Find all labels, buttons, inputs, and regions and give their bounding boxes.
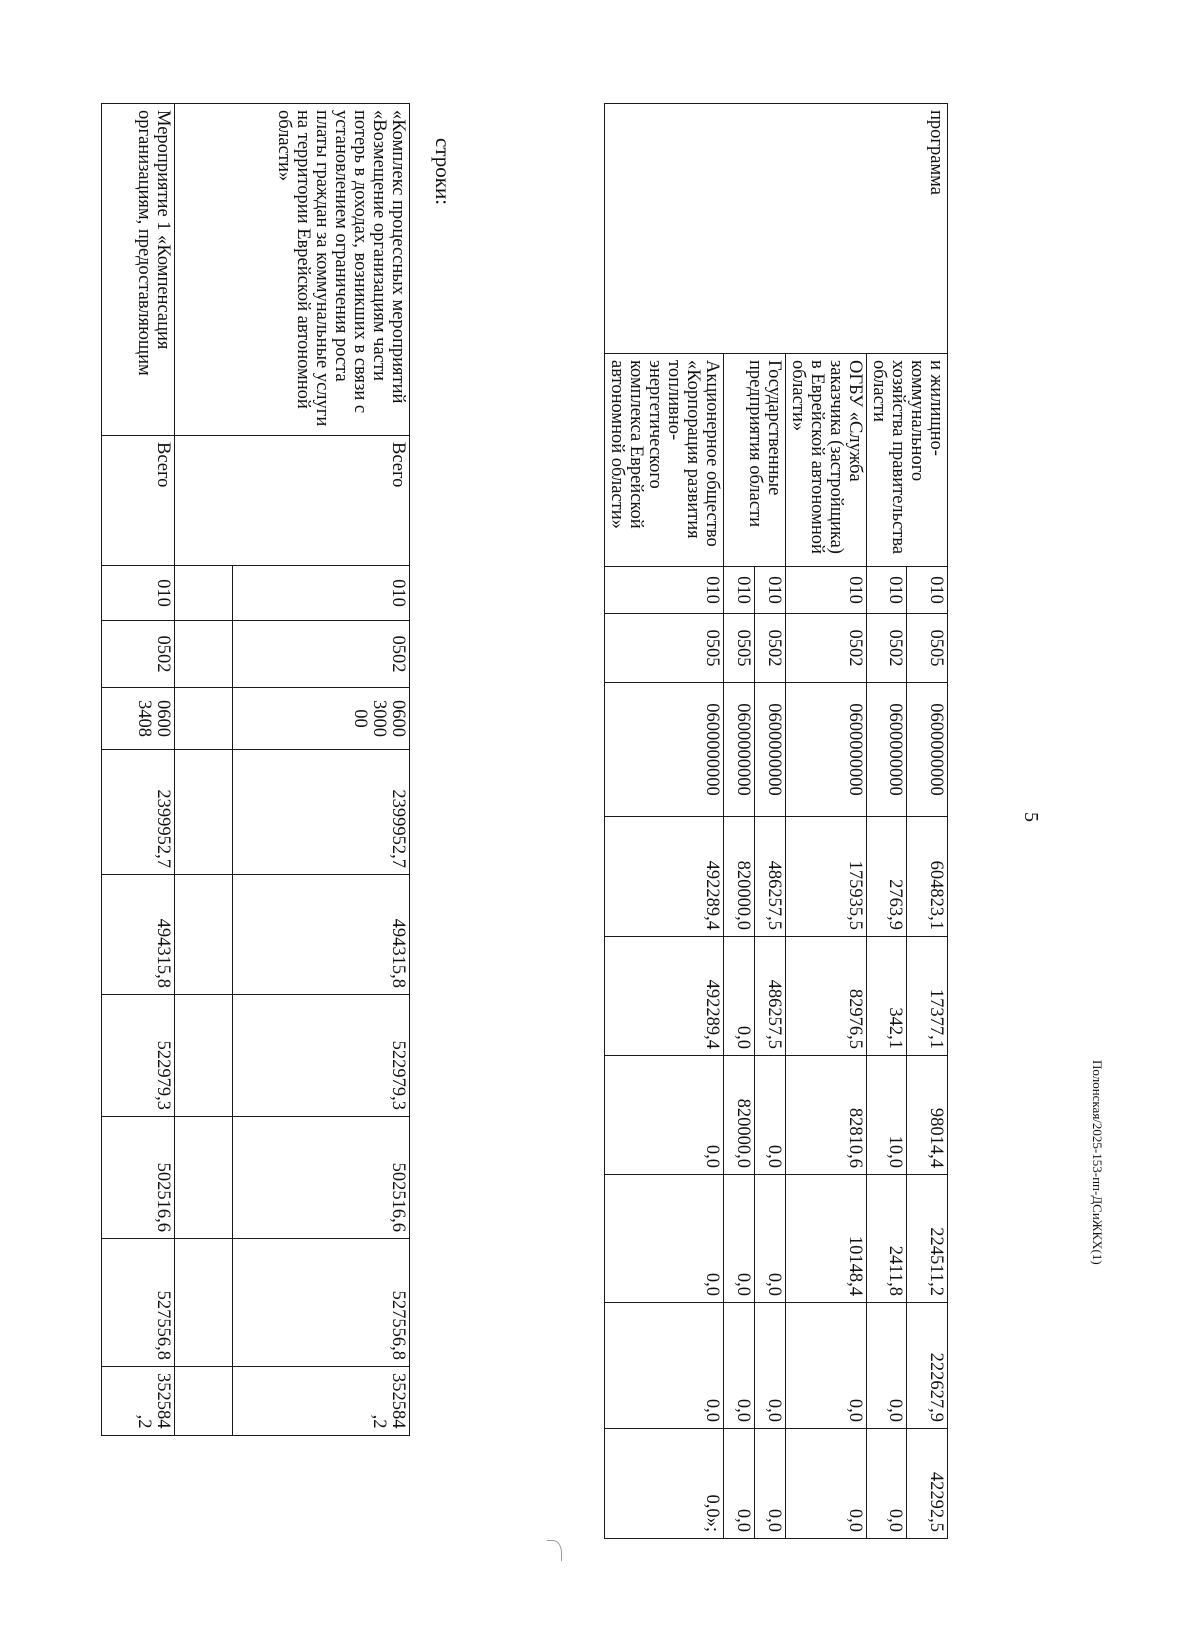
value-cell: 0,0 [724, 1175, 755, 1303]
footer-code: Полонская/2025-153-пп-ДСиЖКХ(1) [1090, 1060, 1105, 1265]
target-code-cell: 0600000000 [724, 683, 755, 817]
empty-cell [175, 1367, 233, 1436]
empty-cell [175, 750, 233, 875]
page-number: 5 [1020, 812, 1042, 822]
value-cell: 0,0 [605, 1303, 724, 1429]
value-cell: 0,0 [786, 1303, 867, 1429]
value-cell: 0,0 [755, 1175, 786, 1303]
value-cell: 82810,6 [786, 1056, 867, 1175]
value-cell: 342,1 [867, 937, 908, 1056]
executor-cell: Государственные предприятия области [724, 354, 786, 567]
target-code-cell: 0600000000 [907, 683, 948, 817]
value-cell: 502516,6 [102, 1117, 175, 1239]
target-code-cell: 0600 3408 [102, 688, 175, 750]
code-cell: 010 [907, 567, 948, 614]
value-cell: 0,0 [724, 937, 755, 1056]
code-cell: 010 [233, 566, 410, 621]
value-cell: 2763,9 [867, 817, 908, 937]
section-cell: 0502 [867, 614, 908, 683]
value-cell: 0,0 [605, 1175, 724, 1303]
code-cell: 010 [724, 567, 755, 614]
table-row [233, 104, 410, 1436]
value-cell: 527556,8 [102, 1239, 175, 1367]
budget-table-2 [101, 103, 410, 1436]
value-cell: 2411,8 [867, 1175, 908, 1303]
budget-table-1 [604, 103, 948, 1539]
empty-cell [175, 1117, 233, 1239]
value-cell: 0,0 [755, 1303, 786, 1429]
section-cell: 0502 [755, 614, 786, 683]
target-code-cell: 0600000000 [786, 683, 867, 817]
section-cell: 0502 [102, 621, 175, 688]
value-cell: 494315,8 [233, 875, 410, 995]
empty-cell [175, 621, 233, 688]
value-cell: 10148,4 [786, 1175, 867, 1303]
table-row [907, 104, 948, 1539]
value-cell: 0,0 [755, 1056, 786, 1175]
target-code-cell: 0600000000 [605, 683, 724, 817]
value-cell: 486257,5 [755, 817, 786, 937]
value-cell: 98014,4 [907, 1056, 948, 1175]
value-cell: 0,0 [786, 1429, 867, 1539]
value-cell: 0,0 [755, 1429, 786, 1539]
value-cell: 522979,3 [233, 995, 410, 1117]
value-cell: 0,0 [867, 1429, 908, 1539]
value-cell: 492289,4 [605, 937, 724, 1056]
section-cell: 0505 [724, 614, 755, 683]
value-cell: 82976,5 [786, 937, 867, 1056]
value-cell: 0,0 [724, 1303, 755, 1429]
empty-cell [175, 566, 233, 621]
value-cell: 42292,5 [907, 1429, 948, 1539]
value-cell: 502516,6 [233, 1117, 410, 1239]
empty-cell [175, 688, 233, 750]
code-cell: 010 [102, 566, 175, 621]
value-cell: 0,0 [724, 1429, 755, 1539]
section-cell: 0502 [786, 614, 867, 683]
value-cell: 820000,0 [724, 817, 755, 937]
program-cell: «Комплекс процессных мероприятий «Возмещение организациям части потерь в доходах, возникших в связи с установлением ограничения роста платы граждан за коммунальные услуги на территории Еврейской автономной области» [175, 104, 410, 436]
value-cell: 0,0 [605, 1056, 724, 1175]
section-cell: 0502 [233, 621, 410, 688]
empty-cell [175, 875, 233, 995]
code-cell: 010 [755, 567, 786, 614]
table-row [102, 104, 175, 1436]
empty-cell [175, 1239, 233, 1367]
value-cell: 0,0 [867, 1303, 908, 1429]
program-cell: Мероприятие 1 «Компенсация организациям, предоставляющим [102, 104, 175, 436]
section-cell: 0505 [907, 614, 948, 683]
value-cell: 492289,4 [605, 817, 724, 937]
executor-cell: ОГБУ «Служба заказчика (застройщика) в Еврейской автономной области» [786, 354, 867, 567]
target-code-cell: 0600000000 [867, 683, 908, 817]
value-cell: 352584 ,2 [233, 1367, 410, 1436]
value-cell: 820000,0 [724, 1056, 755, 1175]
value-cell: 352584 ,2 [102, 1367, 175, 1436]
code-cell: 010 [605, 567, 724, 614]
value-cell: 175935,5 [786, 817, 867, 937]
executor-cell: и жилищно-коммунального хозяйства правительства области [867, 354, 948, 567]
value-cell: 224511,2 [907, 1175, 948, 1303]
program-cell: программа [605, 104, 948, 354]
value-cell: 222627,9 [907, 1303, 948, 1429]
scan-mark [547, 1540, 562, 1561]
code-cell: 010 [786, 567, 867, 614]
executor-cell: Акционерное общество «Корпорация развития топливно-энергетического комплекса Еврейской автономной области» [605, 354, 724, 567]
value-cell: 604823,1 [907, 817, 948, 937]
value-cell: 2399952,7 [102, 750, 175, 875]
value-cell: 10,0 [867, 1056, 908, 1175]
empty-cell [175, 995, 233, 1117]
target-code-cell: 0600000000 [755, 683, 786, 817]
value-cell: 494315,8 [102, 875, 175, 995]
code-cell: 010 [867, 567, 908, 614]
value-cell: 17377,1 [907, 937, 948, 1056]
value-cell: 486257,5 [755, 937, 786, 1056]
target-code-cell: 0600 3000 00 [233, 688, 410, 750]
value-cell: 2399952,7 [233, 750, 410, 875]
section-cell: 0505 [605, 614, 724, 683]
executor-cell: Всего [102, 436, 175, 566]
value-cell: 522979,3 [102, 995, 175, 1117]
value-cell: 527556,8 [233, 1239, 410, 1367]
value-cell: 0,0»; [605, 1429, 724, 1539]
caption-text: строки: [431, 138, 455, 206]
executor-cell: Всего [175, 436, 410, 566]
